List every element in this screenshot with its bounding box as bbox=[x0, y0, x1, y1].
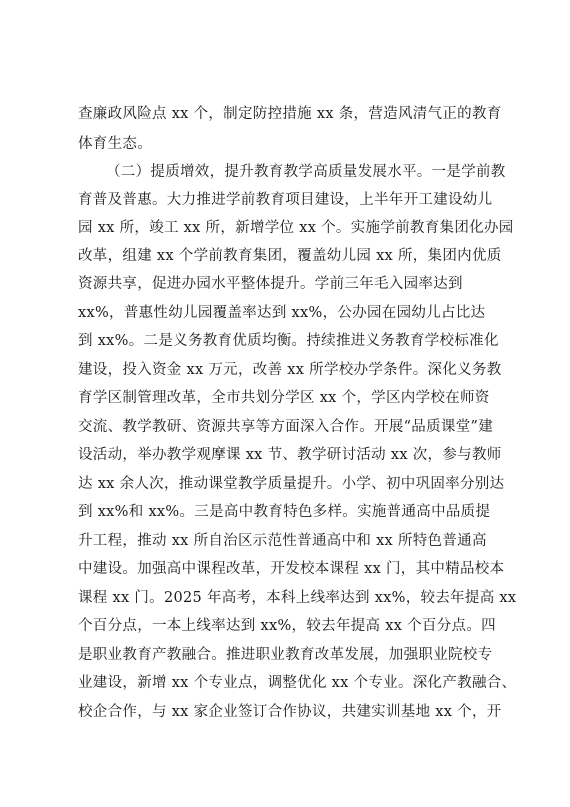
text-line: （二）提质增效，提升教育教学高质量发展水平。一是学前教 bbox=[106, 164, 506, 180]
text-line: 个百分点，一本上线率达到 xx%，较去年提高 xx 个百分点。四 bbox=[78, 618, 496, 634]
text-line: 升工程，推动 xx 所自治区示范性普通高中和 xx 所特色普通高 bbox=[78, 533, 487, 549]
text-line: 校企合作，与 xx 家企业签订合作协议，共建实训基地 xx 个，开 bbox=[78, 704, 502, 720]
text-line: 查廉政风险点 xx 个，制定防控措施 xx 条，营造风清气正的教育 bbox=[78, 106, 502, 122]
text-line: 建设，投入资金 xx 万元，改善 xx 所学校办学条件。深化义务教 bbox=[78, 362, 502, 378]
text-line: 设活动，举办教学观摩课 xx 节、教学研讨活动 xx 次，参与教师 bbox=[78, 447, 502, 463]
text-line: 资源共享，促进办园水平整体提升。学前三年毛入园率达到 bbox=[78, 276, 463, 292]
text-line: 体育生态。 bbox=[78, 136, 152, 152]
text-line: 育普及普惠。大力推进学前教育项目建设，上半年开工建设幼儿 bbox=[78, 192, 493, 208]
text-line: 园 xx 所，竣工 xx 所，新增学位 xx 个。实施学前教育集团化办园 bbox=[78, 220, 514, 236]
text-line: 是职业教育产教融合。推进职业教育改革发展，加强职业院校专 bbox=[78, 647, 493, 663]
text-line: 到 xx%和 xx%。三是高中教育特色多样。实施普通高中品质提 bbox=[78, 504, 491, 520]
text-line: 达 xx 余人次，推动课堂教学质量提升。小学、初中巩固率分别达 bbox=[78, 476, 505, 492]
text-line: 改革，组建 xx 个学前教育集团，覆盖幼儿园 xx 所，集团内优质 bbox=[78, 248, 502, 264]
text-line: 交流、教学教研、资源共享等方面深入合作。开展“品质课堂”建 bbox=[78, 419, 494, 435]
text-line: 业建设，新增 xx 个专业点，调整优化 xx 个专业。深化产教融合、 bbox=[78, 675, 517, 691]
text-line: 到 xx%。二是义务教育优质均衡。持续推进义务教育学校标准化 bbox=[78, 333, 499, 349]
text-line: 育学区制管理改革，全市共划分学区 xx 个，学区内学校在师资 bbox=[78, 390, 490, 406]
text-line: 中建设。加强高中课程改革，开发校本课程 xx 门，其中精品校本 bbox=[78, 561, 505, 577]
text-line: 课程 xx 门。2025 年高考，本科上线率达到 xx%，较去年提高 xx bbox=[78, 590, 517, 606]
text-line: xx%，普惠性幼儿园覆盖率达到 xx%，公办园在园幼儿占比达 bbox=[78, 305, 486, 321]
